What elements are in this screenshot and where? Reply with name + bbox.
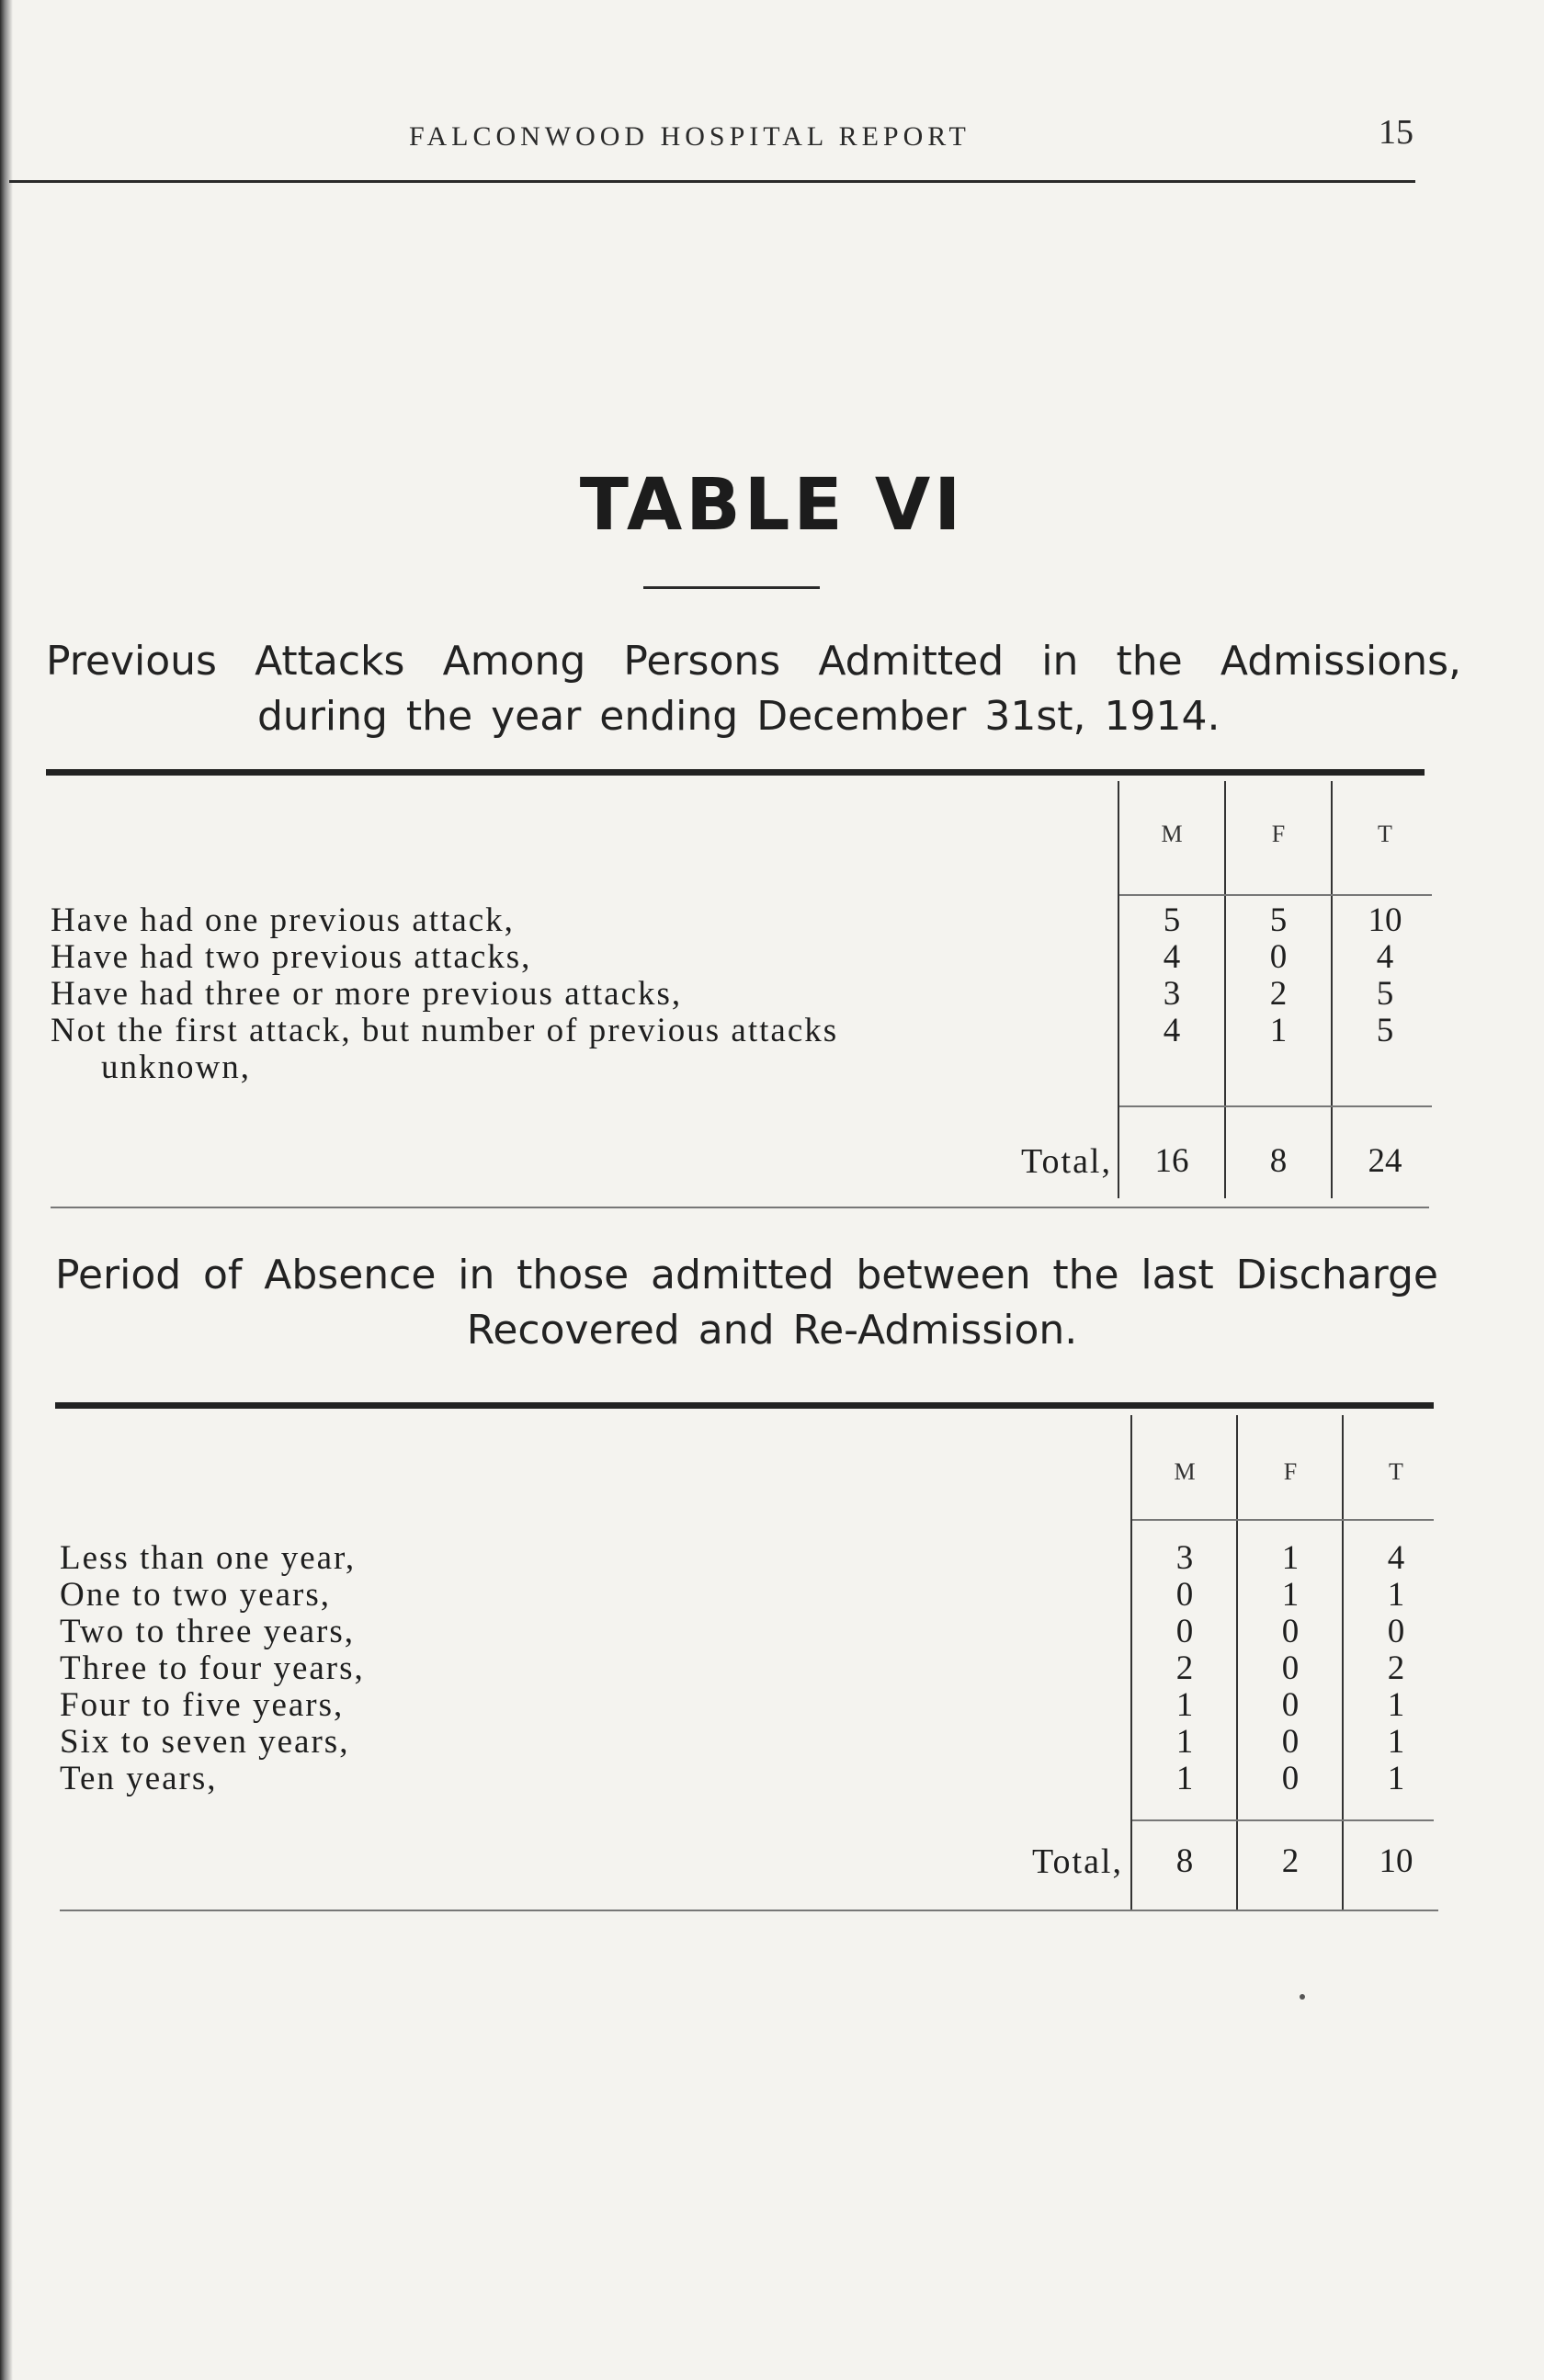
table2-row-label: Ten years, — [60, 1760, 218, 1797]
table2-head-rule — [1132, 1519, 1434, 1521]
table1-cell-f: 1 — [1269, 1012, 1288, 1049]
table2-cell-t: 4 — [1387, 1539, 1405, 1577]
table1-row-label: Have had two previous attacks, — [51, 938, 532, 976]
table1-total-f: 8 — [1269, 1142, 1288, 1180]
table2-total-rule — [1132, 1819, 1434, 1821]
table2-col-head-f: F — [1283, 1458, 1298, 1485]
table2-cell-t: 1 — [1387, 1576, 1405, 1614]
table2-col-divider-2 — [1236, 1415, 1238, 1910]
table2-row-label: Three to four years, — [60, 1649, 365, 1687]
table2-row-label: Less than one year, — [60, 1539, 357, 1577]
table1-col-divider-2 — [1224, 781, 1226, 1198]
table1-cell-m: 5 — [1163, 901, 1181, 939]
table1-total-m: 16 — [1154, 1142, 1189, 1180]
table1-cell-f: 2 — [1269, 975, 1288, 1013]
table2-cell-t: 1 — [1387, 1686, 1405, 1724]
table1-cell-t: 4 — [1376, 938, 1394, 976]
table2-cell-f: 0 — [1281, 1613, 1300, 1650]
table1-cell-f: 5 — [1269, 901, 1288, 939]
table2-row-label: Six to seven years, — [60, 1723, 350, 1761]
table2-total-m: 8 — [1175, 1842, 1194, 1880]
table2-row-label: Two to three years, — [60, 1613, 356, 1650]
table2-cell-m: 1 — [1175, 1723, 1194, 1761]
title-underline — [643, 586, 820, 589]
table2-col-head-t: T — [1389, 1458, 1403, 1485]
table2-total-t: 10 — [1379, 1842, 1413, 1880]
table2-cell-f: 0 — [1281, 1686, 1300, 1724]
table1-cell-m: 4 — [1163, 938, 1181, 976]
table2-caption-line1: Period of Absence in those admitted between the last Discharge — [55, 1252, 1438, 1298]
table2-col-head-m: M — [1174, 1458, 1196, 1485]
table2-total-f: 2 — [1281, 1842, 1300, 1880]
table1-cell-m: 3 — [1163, 975, 1181, 1013]
paper-speck — [1300, 1994, 1305, 2000]
table1-cell-f: 0 — [1269, 938, 1288, 976]
table1-total-rule — [1119, 1105, 1432, 1107]
table1-total-label: Total, — [1020, 1142, 1112, 1181]
table1-cell-t: 5 — [1376, 975, 1394, 1013]
table2-cell-m: 0 — [1175, 1576, 1194, 1614]
table1-col-divider-3 — [1331, 781, 1333, 1198]
table2-total-label: Total, — [1031, 1842, 1123, 1881]
table1-col-head-t: T — [1378, 821, 1392, 847]
table2-top-rule — [55, 1402, 1434, 1409]
table1-cell-t: 10 — [1368, 901, 1402, 939]
table2-cell-f: 1 — [1281, 1576, 1300, 1614]
table1-total-t: 24 — [1368, 1142, 1402, 1180]
table2-cell-m: 0 — [1175, 1613, 1194, 1650]
table1-col-head-m: M — [1161, 821, 1183, 847]
table-title: TABLE VI — [579, 464, 965, 547]
table2-row-label: One to two years, — [60, 1576, 331, 1614]
table2-cell-m: 3 — [1175, 1539, 1194, 1577]
table1-row-label: Not the first attack, but number of previous attacks — [51, 1012, 839, 1049]
table2-caption-line2: Recovered and Re-Admission. — [466, 1307, 1078, 1354]
table1-head-rule — [1119, 894, 1432, 896]
table2-cell-t: 2 — [1387, 1649, 1405, 1687]
table2-cell-f: 0 — [1281, 1760, 1300, 1797]
table2-row-label: Four to five years, — [60, 1686, 345, 1724]
table2-cell-m: 1 — [1175, 1760, 1194, 1797]
table1-bottom-rule — [51, 1207, 1429, 1208]
table1-row-label: Have had one previous attack, — [51, 901, 515, 939]
table2-cell-t: 0 — [1387, 1613, 1405, 1650]
table1-caption-line2: during the year ending December 31st, 1914. — [257, 693, 1220, 740]
table1-row-label: Have had three or more previous attacks, — [51, 975, 683, 1013]
table2-cell-t: 1 — [1387, 1723, 1405, 1761]
table1-top-rule — [46, 769, 1425, 776]
table1-col-head-f: F — [1271, 821, 1286, 847]
page-binding-edge — [0, 0, 13, 2380]
table2-cell-f: 0 — [1281, 1649, 1300, 1687]
table1-cell-t: 5 — [1376, 1012, 1394, 1049]
table2-bottom-rule — [60, 1910, 1438, 1911]
table1-row-label-continued: unknown, — [101, 1048, 251, 1086]
table1-caption-line1: Previous Attacks Among Persons Admitted in the Admissions, — [46, 638, 1461, 685]
table2-col-divider-1 — [1130, 1415, 1132, 1910]
table1-col-divider-1 — [1118, 781, 1119, 1198]
running-header — [0, 108, 1544, 164]
table2-cell-f: 0 — [1281, 1723, 1300, 1761]
table2-cell-f: 1 — [1281, 1539, 1300, 1577]
table2-cell-m: 2 — [1175, 1649, 1194, 1687]
header-rule — [9, 180, 1415, 183]
table2-cell-t: 1 — [1387, 1760, 1405, 1797]
table2-cell-m: 1 — [1175, 1686, 1194, 1724]
running-title: FALCONWOOD HOSPITAL REPORT — [409, 121, 971, 152]
page-number: 15 — [1379, 113, 1413, 152]
table1-cell-m: 4 — [1163, 1012, 1181, 1049]
table2-col-divider-3 — [1342, 1415, 1344, 1910]
